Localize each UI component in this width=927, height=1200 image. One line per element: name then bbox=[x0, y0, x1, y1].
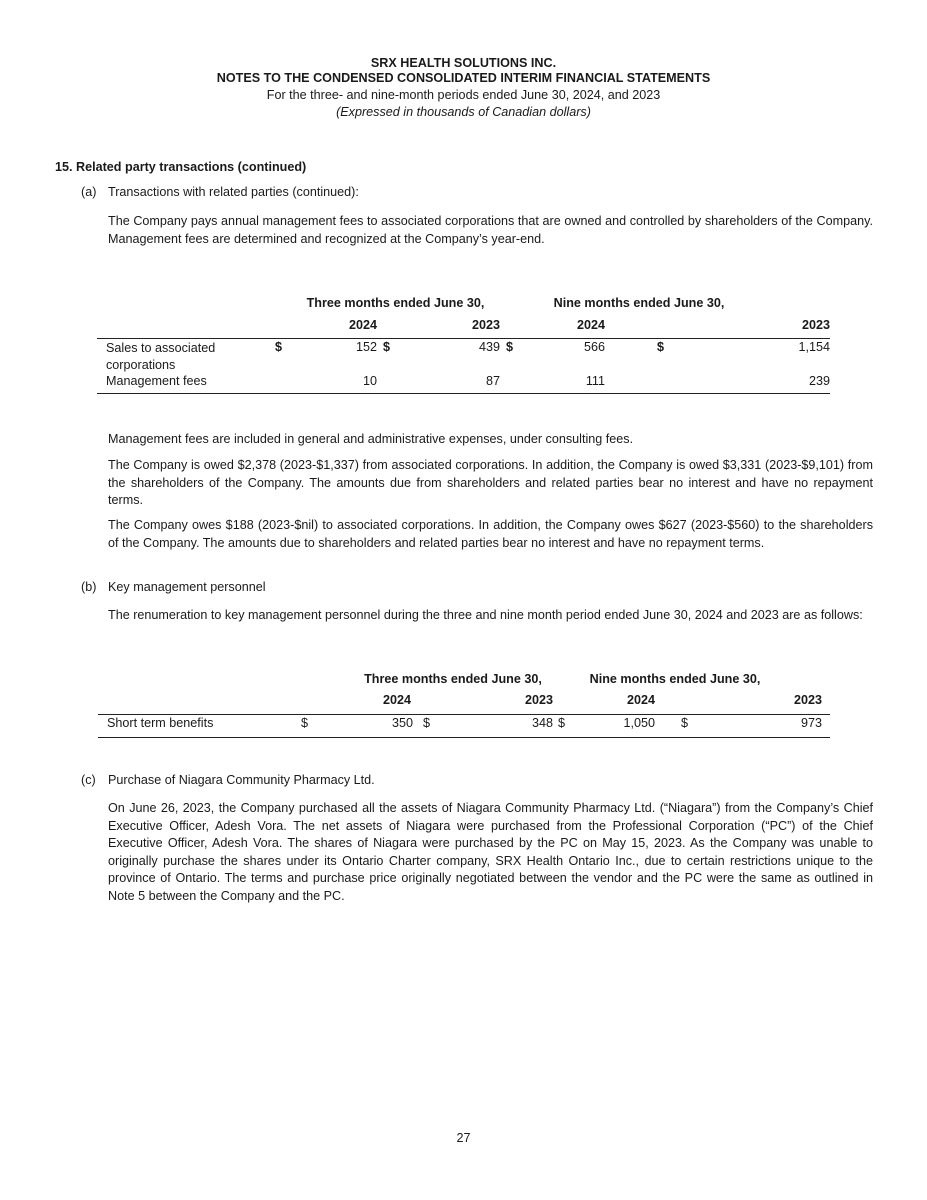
year-header: 2023 bbox=[524, 693, 553, 707]
paragraph-niagara-purchase: On June 26, 2023, the Company purchased all the assets of Niagara Community Pharmacy Ltd. (“Niagara”) from the Company’s Chief Executive Officer, Adesh Vora. The net assets of Niagara were purchased from the Professional Corporation (“PC”) of the Chief Executive Officer, Adesh Vora. The shares of Niagara were purchased by the PC on May 15, 2023. As the Company was unable to originally purchase the shares under its Ontario Charter company, SRX Health Ontario Inc., due to certain restrictions unique to the province of Ontario. The terms and purchase price originally negotiated between the vendor and the PC were the same as outlined in Note 5 between the Company and the PC. bbox=[108, 801, 873, 903]
group-header-nine-months: Nine months ended June 30, bbox=[553, 296, 725, 310]
currency-note: (Expressed in thousands of Canadian dollars) bbox=[336, 105, 591, 119]
table-cell: 1,154 bbox=[798, 340, 830, 354]
group-header-three-months: Three months ended June 30, bbox=[364, 672, 542, 686]
currency-symbol: $ bbox=[423, 716, 431, 730]
year-header: 2024 bbox=[626, 693, 655, 707]
table-row bbox=[97, 335, 830, 374]
currency-symbol: $ bbox=[657, 340, 665, 354]
table-cell: 87 bbox=[485, 374, 500, 388]
row-label: Short term benefits bbox=[107, 716, 214, 730]
year-header: 2024 bbox=[576, 318, 605, 332]
table-rule-bottom bbox=[97, 393, 830, 394]
table-cell: 439 bbox=[478, 340, 500, 354]
currency-symbol: $ bbox=[383, 340, 391, 354]
table-cell: 566 bbox=[583, 340, 605, 354]
table-cell: 348 bbox=[531, 716, 553, 730]
subsection-c-label: (c) bbox=[81, 773, 96, 787]
table-rule-top bbox=[97, 338, 830, 339]
currency-symbol: $ bbox=[506, 340, 514, 354]
subsection-c-title: Purchase of Niagara Community Pharmacy Ltd. bbox=[108, 773, 375, 787]
table-rule-top bbox=[98, 714, 830, 715]
subsection-a-title: Transactions with related parties (continued): bbox=[108, 185, 359, 199]
paragraph-amounts-company-owes: The Company owes $188 (2023-$nil) to associated corporations. In addition, the Company owes $627 (2023-$560) to the shareholders of the Company. The amounts due to shareholders and related parties bear no interest and have no repayment terms. bbox=[108, 518, 873, 550]
paragraph-renumeration: The renumeration to key management personnel during the three and nine month period ended June 30, 2024 and 2023 are as follows: bbox=[108, 608, 863, 622]
table-row bbox=[97, 374, 830, 391]
subsection-b-title: Key management personnel bbox=[108, 580, 266, 594]
row-label: Sales to associated corporations bbox=[106, 341, 216, 372]
section-heading: 15. Related party transactions (continued) bbox=[55, 160, 307, 174]
table-cell: 111 bbox=[585, 374, 605, 388]
subsection-b-label: (b) bbox=[81, 580, 97, 594]
related-party-table bbox=[97, 296, 830, 391]
table-cell: 1,050 bbox=[623, 716, 655, 730]
year-header: 2023 bbox=[801, 318, 830, 332]
currency-symbol: $ bbox=[275, 340, 283, 354]
year-header: 2023 bbox=[471, 318, 500, 332]
document-title: NOTES TO THE CONDENSED CONSOLIDATED INTERIM FINANCIAL STATEMENTS bbox=[216, 71, 711, 85]
table-cell: 10 bbox=[362, 374, 377, 388]
page-number: 27 bbox=[456, 1131, 471, 1145]
table-cell: 350 bbox=[391, 716, 413, 730]
company-name: SRX HEALTH SOLUTIONS INC. bbox=[370, 56, 557, 70]
table-cell: 239 bbox=[808, 374, 830, 388]
paragraph-management-fees: The Company pays annual management fees to associated corporations that are owned and controlled by shareholders of the Company. Management fees are determined and recognized at the Company’s year-end. bbox=[108, 214, 873, 246]
currency-symbol: $ bbox=[681, 716, 689, 730]
table-rule-bottom bbox=[98, 737, 830, 738]
year-header: 2023 bbox=[793, 693, 822, 707]
row-label: Management fees bbox=[106, 374, 207, 388]
subsection-a-label: (a) bbox=[81, 185, 97, 199]
year-header: 2024 bbox=[348, 318, 377, 332]
paragraph-fees-classification: Management fees are included in general and administrative expenses, under consulting fees. bbox=[108, 432, 634, 446]
group-header-three-months: Three months ended June 30, bbox=[306, 296, 485, 310]
table-cell: 152 bbox=[355, 340, 377, 354]
year-header: 2024 bbox=[382, 693, 411, 707]
key-management-table bbox=[98, 672, 830, 733]
group-header-nine-months: Nine months ended June 30, bbox=[589, 672, 761, 686]
currency-symbol: $ bbox=[558, 716, 566, 730]
currency-symbol: $ bbox=[301, 716, 309, 730]
paragraph-amounts-owed-to-company: The Company is owed $2,378 (2023-$1,337) from associated corporations. In addition, the Company is owed $3,331 (2023-$9,101) from the shareholders of the Company. The amounts due from shareholders and related parties bear no interest and have no repayment terms. bbox=[108, 458, 873, 507]
table-cell: 973 bbox=[800, 716, 822, 730]
period-subtitle: For the three- and nine-month periods ended June 30, 2024, and 2023 bbox=[266, 88, 661, 102]
